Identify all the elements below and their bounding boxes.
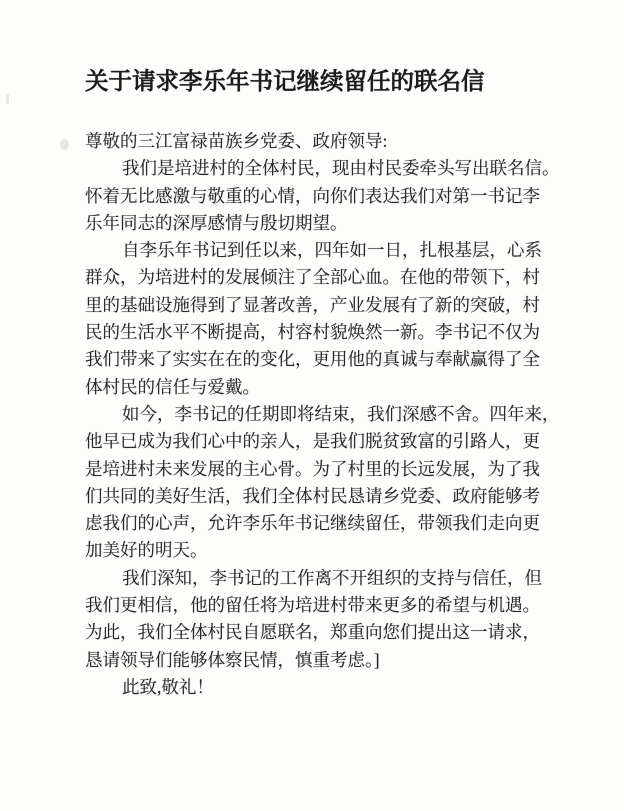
body-line: 群众，为培进村的发展倾注了全部心血。在他的带领下，村 <box>85 267 540 288</box>
body-line: 们共同的美好生活，我们全体村民恳请乡党委、政府能够考 <box>85 485 540 506</box>
body-line: 加美好的明天。 <box>85 540 208 561</box>
body-line: 我们深知，李书记的工作离不开组织的支持与信任，但 <box>122 567 542 588</box>
body-line: 自李乐年书记到任以来，四年如一日，扎根基层，心系 <box>122 240 542 261</box>
body-line: 如今，李书记的任期即将结束，我们深感不舍。四年来， <box>122 403 560 424</box>
body-line: 乐年同志的深厚感情与殷切期望。 <box>85 212 348 233</box>
salutation-line: 尊敬的三江富禄苗族乡党委、政府领导: <box>85 131 388 151</box>
body-line: 是培进村未来发展的主心骨。为了村里的长远发展，为了我 <box>85 458 540 479</box>
body-line: 虑我们的心声，允许李乐年书记继续留任，带领我们走向更 <box>85 513 540 534</box>
scan-artifact <box>60 139 69 150</box>
body-line: 体村民的信任与爱戴。 <box>85 376 260 397</box>
scan-artifact <box>6 94 9 104</box>
body-line: 为此，我们全体村民自愿联名，郑重向您们提出这一请求， <box>85 622 540 643</box>
letter-document <box>85 69 560 701</box>
body-line: 我们带来了实实在在的变化，更用他的真诚与奉献赢得了全 <box>85 349 540 370</box>
body-line: 里的基础设施得到了显著改善，产业发展有了新的突破，村 <box>85 294 540 315</box>
body-line: 民的生活水平不断提高，村容村貌焕然一新。李书记不仅为 <box>85 322 540 343</box>
body-line: 怀着无比感激与敬重的心情，向你们表达我们对第一书记李 <box>85 185 540 206</box>
body-line: 恳请领导们能够体察民情，慎重考虑。] <box>85 649 380 670</box>
body-line: 我们是培进村的全体村民，现由村民委牵头写出联名信。 <box>122 158 560 179</box>
letter-title: 关于请求李乐年书记继续留任的联名信 <box>85 69 485 95</box>
body-line: 我们更相信，他的留任将为培进村带来更多的希望与机遇。 <box>85 595 540 616</box>
letter-body <box>85 128 560 701</box>
closing-line: 此致,敬礼！ <box>122 676 214 697</box>
body-line: 他早已成为我们心中的亲人，是我们脱贫致富的引路人，更 <box>85 431 540 452</box>
